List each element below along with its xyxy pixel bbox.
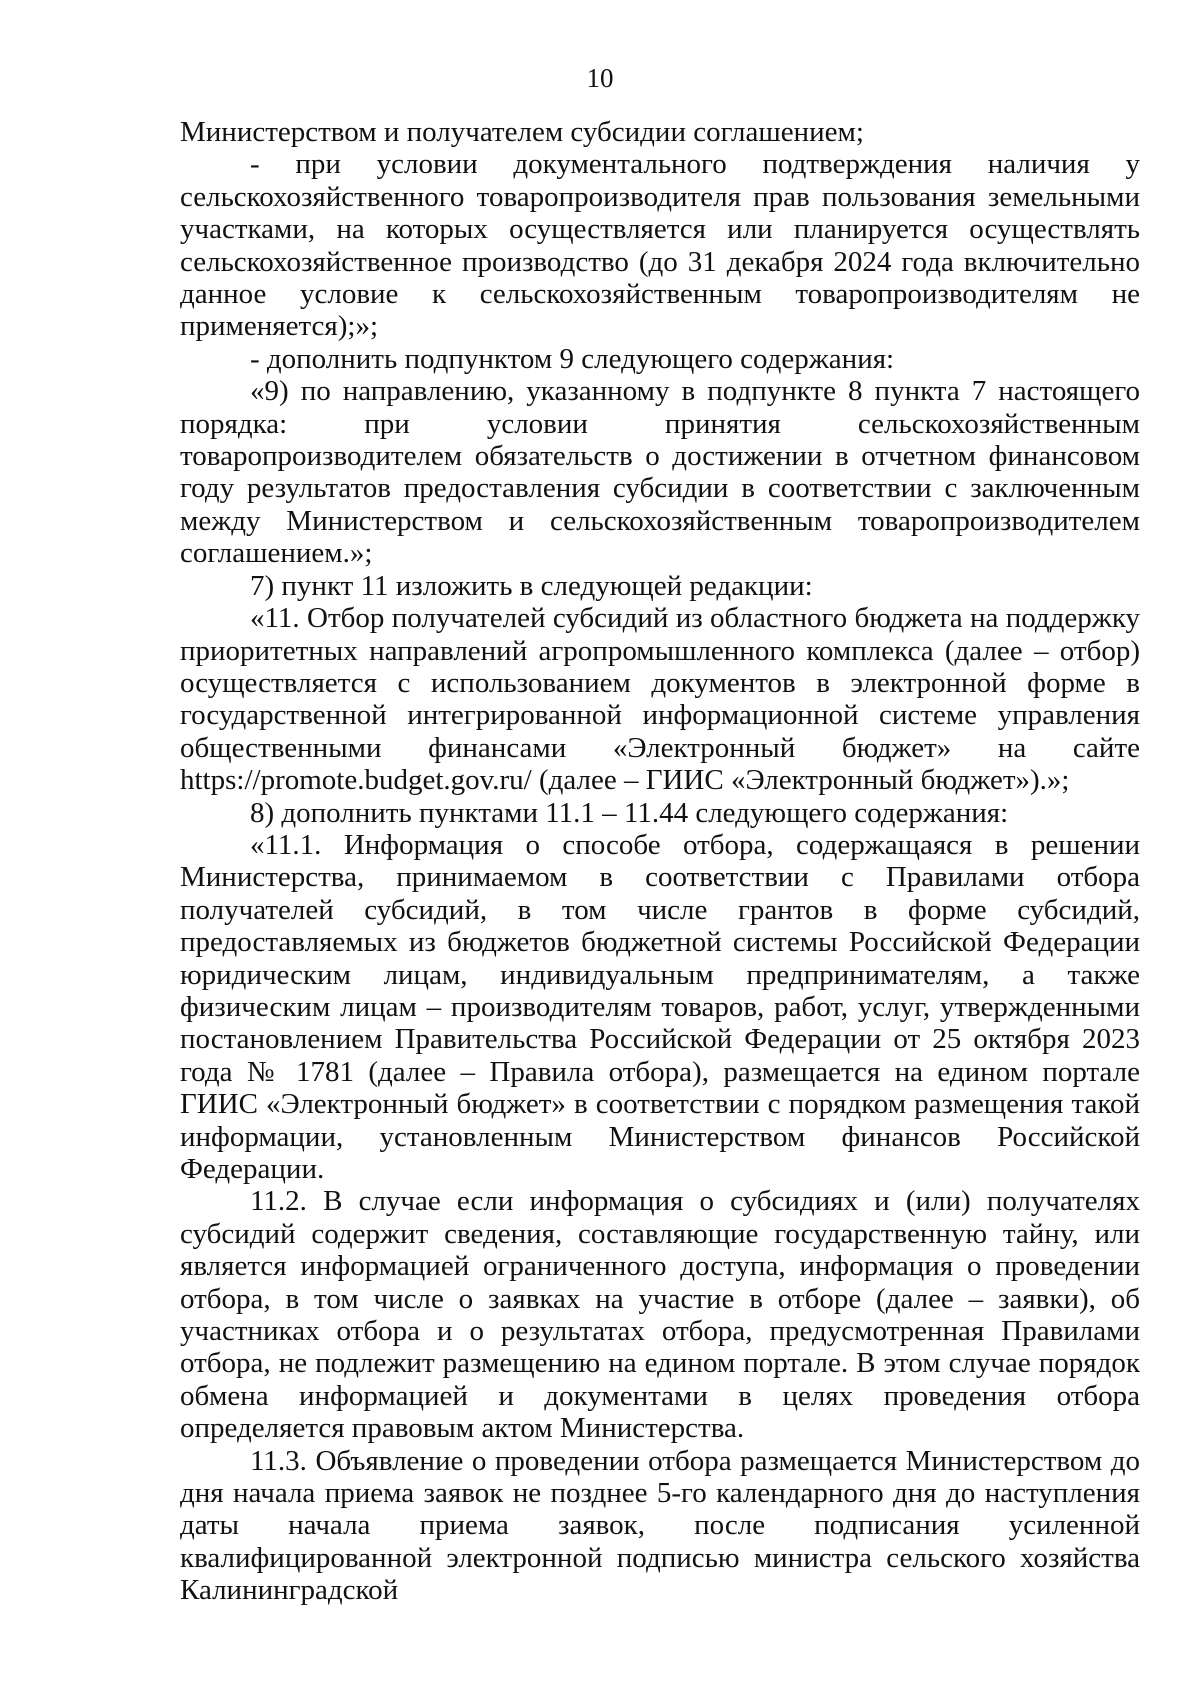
paragraph-agreement-ending: Министерством и получателем субсидии соглашением; xyxy=(180,116,864,148)
paragraph-clause-11-3: 11.3. Объявление о проведении отбора размещается Министерством до дня начала приема заявок не позднее 5-го календарного дня до наступления даты начала приема заявок, после подписания усиленной квалифицированной электронной подписью министра сельского хозяйства Калининградской xyxy=(180,1444,1140,1607)
document-body xyxy=(180,116,1140,1607)
paragraph-clause-11: «11. Отбор получателей субсидий из областного бюджета на поддержку приоритетных направлений агропромышленного комплекса (далее – отбор) осуществляется с использованием документов в электронной форме в государственной интегрированной информационной системе управления общественными финансами «Электронный бюджет» на сайте https://promote.budget.gov.ru/ (далее – ГИИС «Электронный бюджет»).»; xyxy=(180,602,1140,797)
paragraph-item-8: 8) дополнить пунктами 11.1 – 11.44 следующего содержания: xyxy=(250,796,1009,829)
paragraph-land-rights-condition: - при условии документального подтверждения наличия у сельскохозяйственного товаропроизводителя прав пользования земельными участками, на которых осуществляется или планируется осуществлять сельскохозяйственное производство (до 31 декабря 2024 года включительно данное условие к сельскохозяйственным товаропроизводителям не применяется);»; xyxy=(180,148,1140,343)
paragraph-add-subitem-9: - дополнить подпунктом 9 следующего содержания: xyxy=(250,342,895,375)
paragraph-clause-11-1: «11.1. Информация о способе отбора, содержащаяся в решении Министерства, принимаемом в соответствии с Правилами отбора получателей субсидий, в том числе грантов в форме субсидий, предоставляемых из бюджетов бюджетной системы Российской Федерации юридическим лицам, индивидуальным предпринимателям, а также физическим лицам – производителям товаров, работ, услуг, утвержденными постановлением Правительства Российской Федерации от 25 октября 2023 года № 1781 (далее – Правила отбора), размещается на едином портале ГИИС «Электронный бюджет» в соответствии с порядком размещения такой информации, установленным Министерством финансов Российской Федерации. xyxy=(180,828,1140,1185)
page-number: 10 xyxy=(586,63,614,93)
paragraph-subitem-9: «9) по направлению, указанному в подпункте 8 пункта 7 настоящего порядка: при условии принятия сельскохозяйственным товаропроизводителем обязательств о достижении в отчетном финансовом году результатов предоставления субсидии в соответствии с заключенным между Министерством и сельскохозяйственным товаропроизводителем соглашением.»; xyxy=(180,375,1140,570)
paragraph-clause-11-2: 11.2. В случае если информация о субсидиях и (или) получателях субсидий содержит сведения, составляющие государственную тайну, или является информацией ограниченного доступа, информация о проведении отбора, в том числе о заявках на участие в отборе (далее – заявки), об участниках отбора и о результатах отбора, предусмотренная Правилами отбора, не подлежит размещению на едином портале. В этом случае порядок обмена информацией и документами в целях проведения отбора определяется правовым актом Министерства. xyxy=(180,1185,1140,1445)
paragraph-item-7: 7) пункт 11 изложить в следующей редакции: xyxy=(250,569,813,602)
